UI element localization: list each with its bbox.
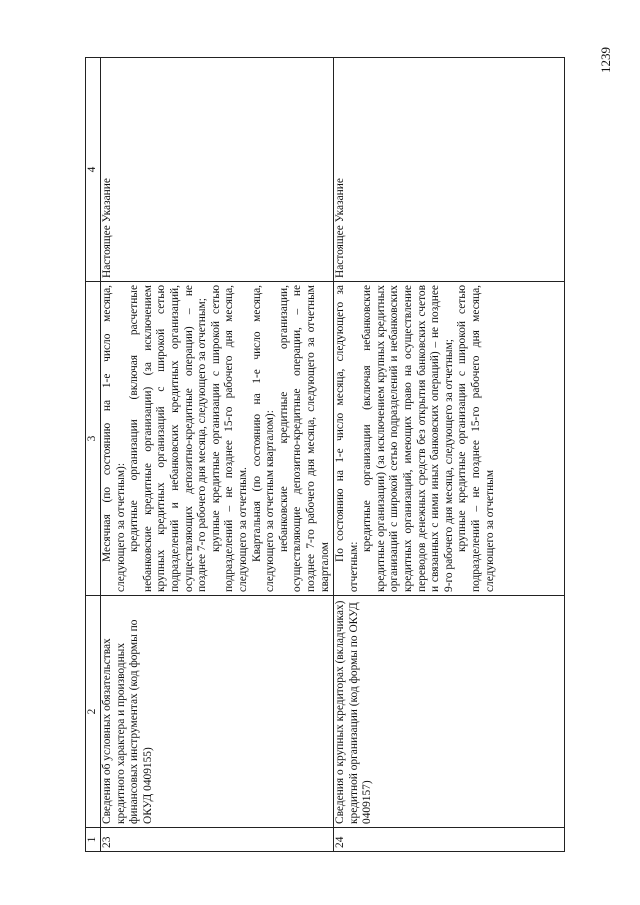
row-number: 24 <box>334 828 565 852</box>
periodicity-cell <box>334 282 565 596</box>
row-number: 23 <box>101 828 334 852</box>
column-header-1: 1 <box>86 828 101 852</box>
periodicity-paragraph: По состоянию на 1-е число месяца, следующего за отчетным: <box>334 285 360 592</box>
legal-basis: Настоящее Указание <box>101 58 334 282</box>
table-header-row <box>86 58 101 852</box>
periodicity-paragraph: Квартальная (по состоянию на 1-е число месяца, следующего за отчетным кварталом): <box>250 285 277 592</box>
periodicity-paragraph: небанковские кредитные организации, осуществляющие депозитно-кредитные операции, – не позднее 7-го рабочего дня месяца, следующего за отчетным кварталом <box>277 285 331 592</box>
column-header-3: 3 <box>86 282 101 596</box>
form-name: Сведения о крупных кредиторах (вкладчиках) кредитной организации (код формы по ОКУД 0409157) <box>334 596 565 828</box>
periodicity-cell <box>101 282 334 596</box>
rotated-table-wrapper <box>85 58 565 852</box>
column-header-4: 4 <box>86 58 101 282</box>
periodicity-paragraph: крупные кредитные организации с широкой сетью подразделений – не позднее 15-го рабочего дня месяца, следующего за отчетным <box>456 285 496 592</box>
legal-basis: Настоящее Указание <box>334 58 565 282</box>
periodicity-paragraph: кредитные организации (включая расчетные небанковские кредитные организации) (за исключением крупных кредитных организаций с широкой сетью подразделений и небанковских кредитных организаций, осуществляющих депозитно-кредитные операции) – не позднее 7-го рабочего дня месяца, следующего за отчетным; <box>128 285 209 592</box>
column-header-2: 2 <box>86 596 101 828</box>
periodicity-paragraph: крупные кредитные организации с широкой сетью подразделений – не позднее 15-го рабочего дня месяца, следующего за отчетным. <box>209 285 249 592</box>
form-name: Сведения об условных обязательствах кредитного характера и производных финансовых инструментах (код формы по ОКУД 0409155) <box>101 596 334 828</box>
periodicity-paragraph: Месячная (по состоянию на 1-е число месяца, следующего за отчетным): <box>101 285 127 592</box>
table-row <box>101 58 334 852</box>
table-row <box>334 58 565 852</box>
page-number: 1239 <box>598 47 613 73</box>
reporting-forms-table <box>85 57 565 852</box>
periodicity-paragraph: кредитные организации (включая небанковские кредитные организации) (за исключением крупных кредитных организаций с широкой сетью подразделений и небанковских кредитных организаций, имеющих право на осуществление переводов денежных средств без открытия банковских счетов и связанных с ними иных банковских операций) – не позднее 9-го рабочего дня месяца, следующего за отчетным; <box>361 285 455 592</box>
